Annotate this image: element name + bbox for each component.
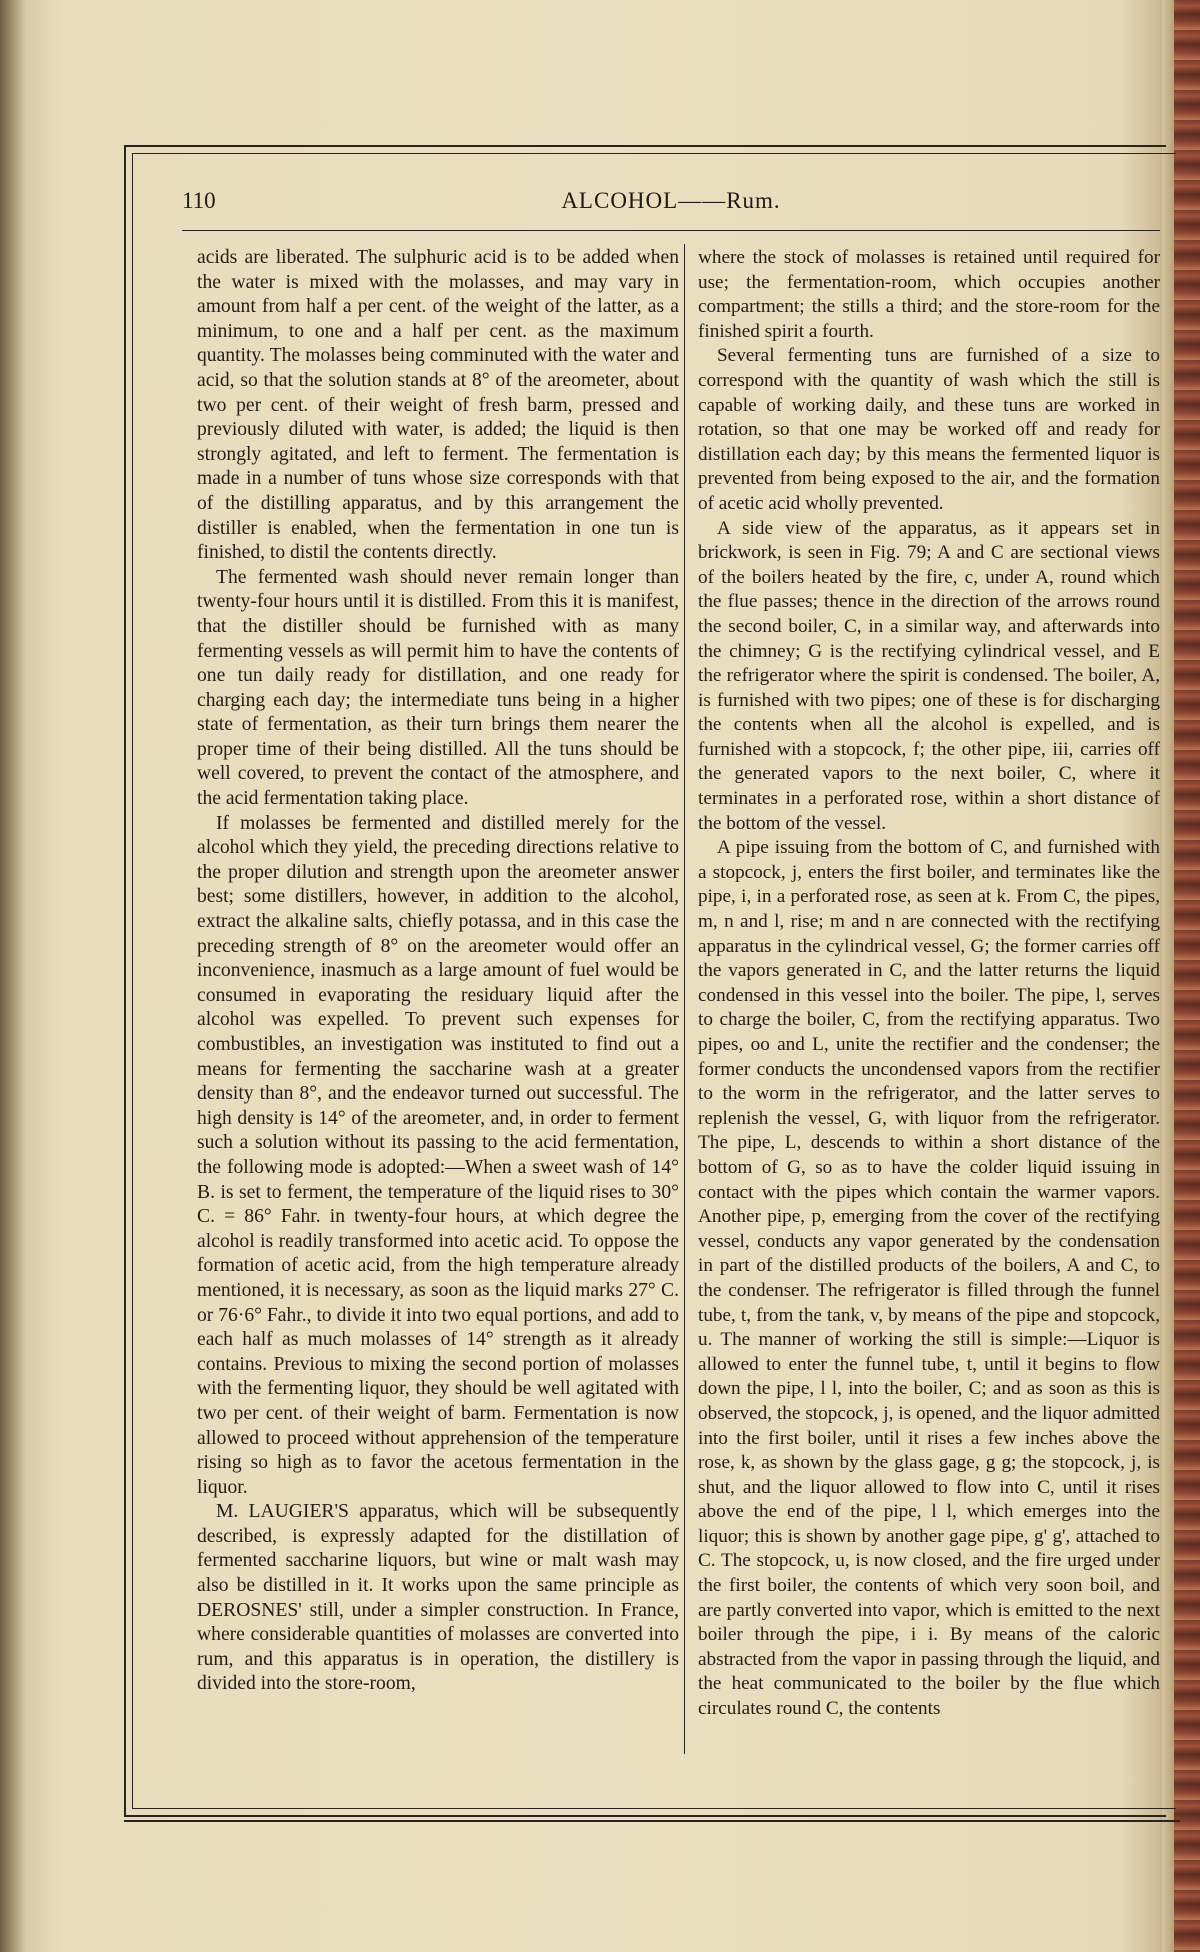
page-number: 110: [182, 188, 216, 213]
bottom-rule: [124, 1820, 1180, 1822]
paragraph: The fermented wash should never remain longer than twenty-four hours until it is distilled. From this it is manifest, that the distiller should be furnished with as many fermenting vessels as will permit him to have the contents of one tun daily ready for distillation, and one ready for charging each day; the intermediate tuns being in a higher state of fermentation, as their turn brings them nearer the proper time of their being distilled. All the tuns should be well covered, to prevent the contact of the atmosphere, and the acid fermentation taking place.: [197, 566, 679, 810]
paragraph: A pipe issuing from the bottom of C, and furnished with a stopcock, j, enters the first boiler, and terminates like the pipe, i, in a perforated rose, as seen at k. From C, the pipes, m, n and l, rise; m and n are connected with the rectifying apparatus in the cylindrical vessel, G; the former carries off the vapors generated in C, and the latter returns the liquid condensed in this vessel into the boiler. The pipe, l, serves to charge the boiler, C, from the rectifying apparatus. Two pipes, oo and L, unite the rectifier and the condenser; the former conducts the uncondensed vapors from the rectifier to the worm in the refrigerator, and the latter serves to replenish the vessel, G, with liquor from the refrigerator. The pipe, L, descends to within a short distance of the bottom of G, so as to have the colder liquid issuing in contact with the pipes which contain the warmer vapors. Another pipe, p, emerging from the cover of the rectifying vessel, conducts any vapor generated by the condensation in part of the distilled products of the boilers, A and C, to the condenser. The refrigerator is filled through the funnel tube, t, from the tank, v, by means of the pipe and stopcock, u. The manner of working the still is simple:—Liquor is allowed to enter the funnel tube, t, until it begins to flow down the pipe, l l, into the boiler, C; and as soon as this is observed, the stopcock, j, is opened, and the liquor admitted into the first boiler, until it rises a few inches above the rose, k, as shown by the glass gage, g g; the stopcock, j, is shut, and the liquor allowed to flow into C, until it rises above the end of the pipe, l l, which emerges into the liquor; this is shown by another gage pipe, g' g', attached to C. The stopcock, u, is now closed, and the fire urged under the first boiler, the contents of which very soon boil, and are partly converted into vapor, which is emitted to the next boiler through the pipe, i i. By means of the caloric abstracted from the vapor in passing through the liquid, and the heat communicated to the boiler by the flue which circulates round C, the contents: [698, 837, 1160, 1720]
paragraph: where the stock of molasses is retained until required for use; the fermentation-room, which occupies another compartment; the stills a third; and the store-room for the finished spirit a fourth.: [698, 247, 1160, 342]
right-column: [698, 246, 1160, 1722]
paragraph: M. LAUGIER'S apparatus, which will be subsequently described, is expressly adapted for the distillation of fermented saccharine liquors, but wine or malt wash may also be distilled in it. It works upon the same principle as DEROSNES' still, under a simpler construction. In France, where considerable quantities of molasses are converted into rum, and this apparatus is in operation, the distillery is divided into the store-room,: [197, 1501, 679, 1695]
header-rule: [182, 230, 1160, 231]
paragraph: If molasses be fermented and distilled merely for the alcohol which they yield, the preceding directions relative to the proper dilution and strength upon the areometer answer best; some distillers, however, in addition to the alcohol, extract the alkaline salts, chiefly potassa, and in this case the preceding strength of 8° on the areometer would offer an inconvenience, inasmuch as a large amount of fuel would be consumed in evaporating the residuary liquid after the alcohol was expelled. To prevent such expenses for combustibles, an investigation was instituted to find out a means for fermenting the saccharine wash at a greater density than 8°, and the endeavor turned out successful. The high density is 14° of the areometer, and, in order to ferment such a solution without its passing to the acid fermentation, the following mode is adopted:—When a sweet wash of 14° B. is set to ferment, the temperature of the liquid rises to 30° C. = 86° Fahr. in twenty-four hours, at which degree the alcohol is readily transformed into acetic acid. To oppose the formation of acetic acid, from the high temperature already mentioned, it is necessary, as soon as the liquid marks 27° C. or 76·6° Fahr., to divide it into two equal portions, and add to each half as much molasses of 14° strength as it already contains. Previous to mixing the second portion of molasses with the fermenting liquor, they should be well agitated with two per cent. of their weight of barm. Fermentation is now allowed to proceed without apprehension of the temperature rising so high as to favor the acetous fermentation in the liquor.: [197, 812, 679, 1498]
paragraph: acids are liberated. The sulphuric acid is to be added when the water is mixed with the molasses, and may vary in amount from half a per cent. of the weight of the latter, as a minimum, to one and a half per cent. as the maximum quantity. The molasses being comminuted with the water and acid, so that the solution stands at 8° of the areometer, about two per cent. of their weight of fresh barm, pressed and previously diluted with water, is added; the liquid is then strongly agitated, and left to ferment. The fermentation is made in a number of tuns whose size corresponds with that of the distilling apparatus, and by this arrangement the distiller is enabled, when the fermentation in one tun is finished, to distil the contents directly.: [197, 247, 679, 564]
running-title: ALCOHOL——Rum.: [561, 188, 781, 213]
paragraph: A side view of the apparatus, as it appears set in brickwork, is seen in Fig. 79; A and C are sectional views of the boilers heated by the fire, c, under A, round which the flue passes; thence in the direction of the arrows round the second boiler, C, in a similar way, and afterwards into the chimney; G is the rectifying cylindrical vessel, and E the refrigerator where the spirit is condensed. The boiler, A, is furnished with two pipes; one of these is for discharging the contents when all the alcohol is expelled, and is furnished with a stopcock, f; the other pipe, iii, carries off the generated vapors to the next boiler, C, where it terminates in a perforated rose, within a short distance of the bottom of the vessel.: [698, 517, 1160, 834]
left-column: [197, 246, 679, 1697]
column-divider: [684, 244, 685, 1754]
paragraph: Several fermenting tuns are furnished of a size to correspond with the quantity of wash which the still is capable of working daily, and these tuns are worked in rotation, so that one may be worked off and ready for distillation each day; by this means the fermented liquor is prevented from being exposed to the air, and the formation of acetic acid wholly prevented.: [698, 345, 1160, 514]
page-header: [182, 188, 1160, 222]
